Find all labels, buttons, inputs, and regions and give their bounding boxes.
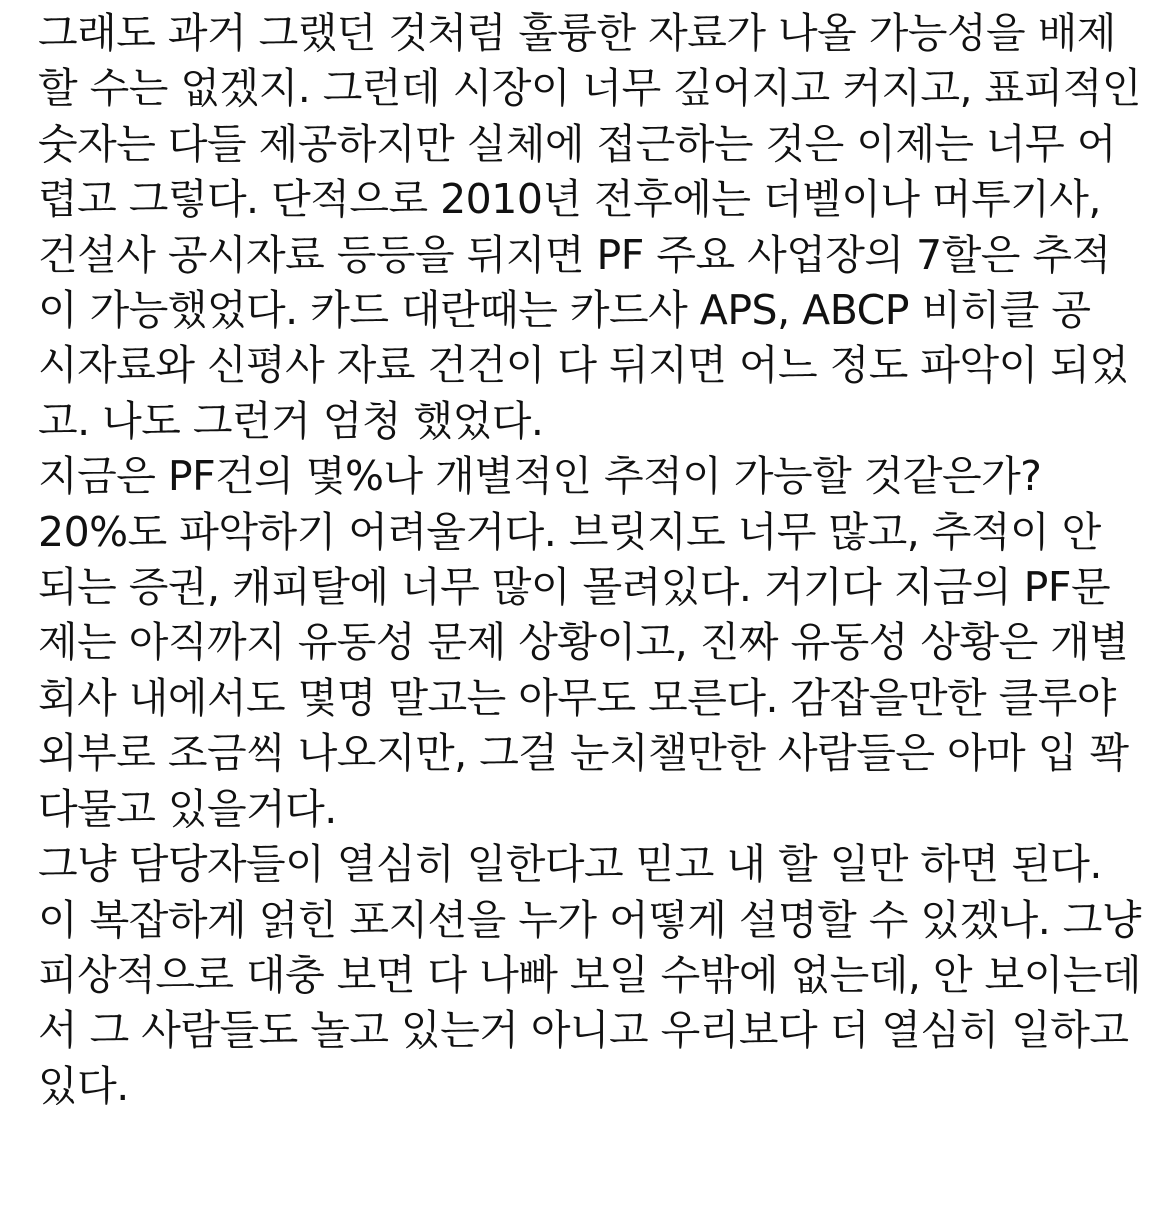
post-text-line: 있다. <box>38 1061 129 1110</box>
post-text-line: 서 그 사람들도 놀고 있는거 아니고 우리보다 더 열심히 일하고 <box>38 1006 1129 1055</box>
post-text-line: 다물고 있을거다. <box>38 784 337 833</box>
post-text-line: 20%도 파악하기 어려울거다. 브릿지도 너무 많고, 추적이 안 <box>38 507 1101 556</box>
post-text-line: 피상적으로 대충 보면 다 나빠 보일 수밖에 없는데, 안 보이는데 <box>38 950 1141 999</box>
post-text-line: 회사 내에서도 몇명 말고는 아무도 모른다. 감잡을만한 클루야 <box>38 673 1116 722</box>
post-text-line: 고. 나도 그런거 엄청 했었다. <box>38 396 544 445</box>
post-text-line: 이 가능했었다. 카드 대란때는 카드사 APS, ABCP 비히클 공 <box>38 286 1091 335</box>
post-text-line: 이 복잡하게 얽힌 포지션을 누가 어떻게 설명할 수 있겠나. 그냥 <box>38 895 1141 944</box>
post-text-line: 그래도 과거 그랬던 것처럼 훌륭한 자료가 나올 가능성을 배제 <box>38 9 1116 57</box>
post-text-line: 되는 증권, 캐피탈에 너무 많이 몰려있다. 거기다 지금의 PF문 <box>38 563 1111 612</box>
post-text-line: 숫자는 다들 제공하지만 실체에 접근하는 것은 이제는 너무 어 <box>38 119 1116 168</box>
post-text-line: 시자료와 신평사 자료 건건이 다 뒤지면 어느 정도 파악이 되었 <box>38 341 1129 390</box>
post-text-line: 제는 아직까지 유동성 문제 상황이고, 진짜 유동성 상황은 개별 <box>38 618 1129 667</box>
post-text-line: 그냥 담당자들이 열심히 일한다고 믿고 내 할 일만 하면 된다. <box>38 840 1102 889</box>
post-body <box>38 6 1158 1114</box>
post-text-line: 외부로 조금씩 나오지만, 그걸 눈치챌만한 사람들은 아마 입 꽉 <box>38 729 1129 778</box>
post-text-line: 건설사 공시자료 등등을 뒤지면 PF 주요 사업장의 7할은 추적 <box>38 230 1111 279</box>
post-text-line: 렵고 그렇다. 단적으로 2010년 전후에는 더벨이나 머투기사, <box>38 175 1101 224</box>
post-text-line: 지금은 PF건의 몇%나 개별적인 추적이 가능할 것같은가? <box>38 452 1042 501</box>
post-text-line: 할 수는 없겠지. 그런데 시장이 너무 깊어지고 커지고, 표피적인 <box>38 64 1141 113</box>
